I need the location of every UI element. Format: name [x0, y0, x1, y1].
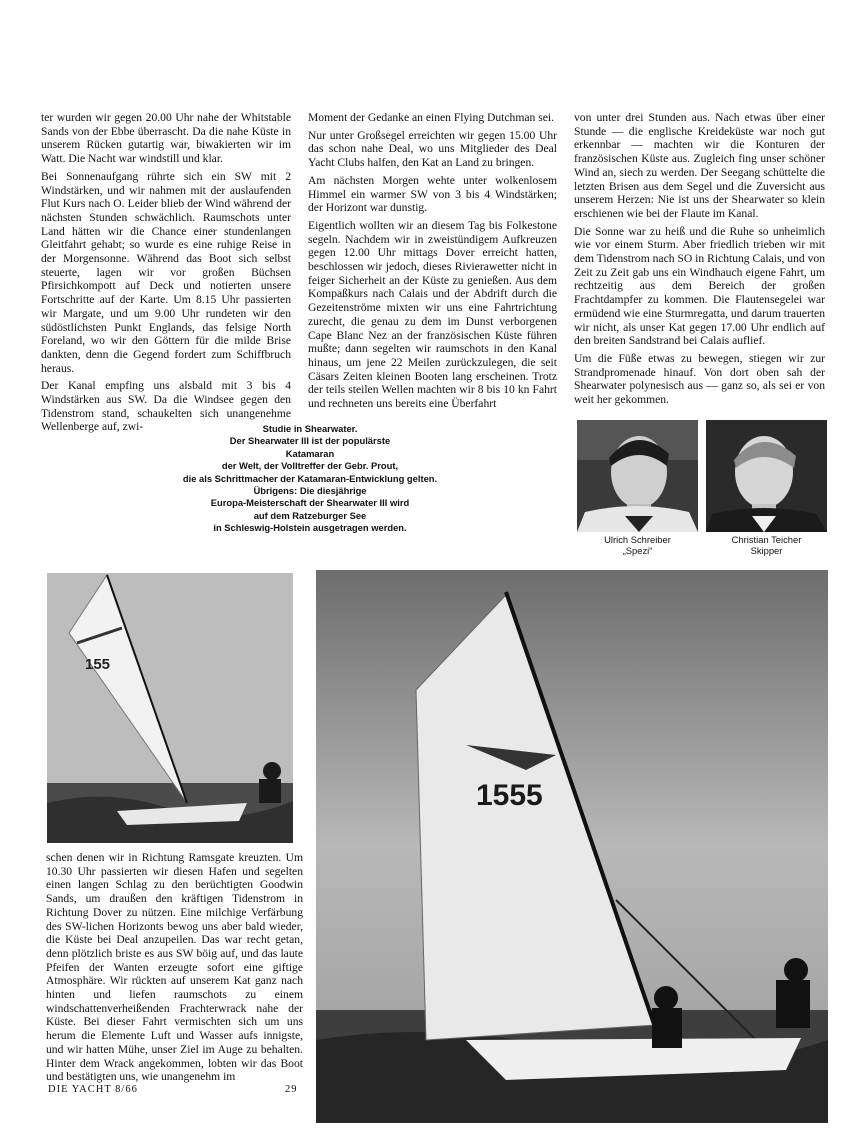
- paragraph: Eigentlich wollten wir an diesem Tag bis Folkestone segeln. Nachdem wir in zweistündigem Aufkreuzen gegen 12.00 Uhr mittags Dover erreicht hatten, beschlossen wir jedoch, dieses Rivierawetter nicht in feiger Sicherheit an der Küste zu genießen. Aus dem Kompaßkurs nach Calais und der Abdrift durch die Gezeitenströme mixten wir uns eine Fahrtrichtung zurecht, die genau zu dem im Dunst verborgenen Cape Blanc Nez an der französischen Küste führen mußte; dann segelten wir raumschots in den Kanal hinaus, um jene 22 Meilen zurückzulegen, die seit Cäsars Zeiten kleinen Booten lang erscheinen. Trotz der teils steilen Wellen machten wir 8 bis 10 kn Fahrt und rechneten uns bereits eine Überfahrt: [308, 218, 557, 411]
- portrait-photo-ulrich-schreiber: [577, 420, 698, 532]
- paragraph: Um die Füße etwas zu bewegen, stiegen wir zur Strandpromenade hinauf. Von dort oben sah der Shearwater polynesisch aus — ganz so, als sei er von weit her gekommen.: [574, 351, 825, 407]
- portrait-image: [577, 420, 698, 532]
- paragraph: schen denen wir in Richtung Ramsgate kreuzten. Um 10.30 Uhr passierten wir diesen Hafen und segelten einen langen Schlag zu den berüchtigten Goodwin Sands, um draußen den kräftigen Tidenstrom in Richtung Dover zu nützen. Eine milchige Verfärbung des SW-lichen Horizonts bewog uns aber bald wieder, die Küste bei Deal anzupeilen. Das war recht getan, denn plötzlich briste es aus SW böig auf, und das laute Pfeifen der Wanten erzeugte sofort eine giftige Atmosphäre. Wir rückten auf unserem Kat ganz nach hinten und liefen raumschots zu einem windschattenverheißenden Frachterwrack nahe der Küste. Bei dieser Fahrt vermischten sich um uns herum die Elemente Luft und Wasser aufs innigste, und wir hatten Mühe, unser Ziel im Auge zu behalten. Hinter dem Wrack angekommen, lobten wir das Boot und bestätigten uns, wie unangenehm im: [46, 851, 303, 1084]
- paragraph: ter wurden wir gegen 20.00 Uhr nahe der Whitstable Sands von der Ebbe überrascht. Da die nahe Küste in unserem Rücken gutartig war, biwakierten wir im Watt. Die Nacht war windstill und klar.: [41, 111, 291, 166]
- caption-line: auf dem Ratzeburger See: [253, 509, 367, 521]
- text-column-2: [308, 111, 557, 415]
- person-name: Christian Teicher: [731, 534, 802, 545]
- catamaran-image: [47, 573, 293, 843]
- catamaran-photo-small: [47, 573, 293, 843]
- caption-line: der Welt, der Volltreffer der Gebr. Prout,: [221, 460, 399, 472]
- photo-caption: [150, 423, 470, 535]
- paragraph: Moment der Gedanke an einen Flying Dutchman sei.: [308, 111, 554, 124]
- portrait-name-2: [706, 534, 827, 556]
- portrait-photo-christian-teicher: [706, 420, 827, 532]
- text-column-3: [574, 111, 825, 411]
- sail-number: 1555: [476, 779, 543, 812]
- caption-line: Der Shearwater III ist der populärste: [229, 435, 391, 447]
- text-column-1: [41, 111, 291, 438]
- text-column-4: [46, 851, 303, 1088]
- person-role: Skipper: [750, 545, 783, 557]
- page-number: 29: [285, 1084, 298, 1095]
- paragraph: von unter drei Stunden aus. Nach etwas über einer Stunde — die englische Kreideküste war noch gut erkennbar — machten wir die Konturen der französischen Küste aus. Zugleich fing unser schöner Wind an, siech zu werden. Der Seegang schüttelte die letzten Brisen aus dem Segel und die Zuversicht aus unserem Herzen: Nie ist uns der Shearwater so klein erschienen wie bei der Flaute im Kanal.: [574, 111, 825, 220]
- catamaran-image: [316, 570, 828, 1123]
- paragraph: Nur unter Großsegel erreichten wir gegen 15.00 Uhr das schon nahe Deal, wo uns Mitglieder des Deal Yacht Clubs halfen, den Kat an Land zu bringen.: [308, 128, 557, 170]
- caption-line: Europa-Meisterschaft der Shearwater III wird: [210, 497, 410, 509]
- caption-line: Übrigens: Die diesjährige: [253, 485, 367, 497]
- portrait-image: [706, 420, 827, 532]
- sail-number: 155: [85, 656, 111, 673]
- paragraph: Bei Sonnenaufgang rührte sich ein SW mit 2 Windstärken, und wir nahmen mit der auslaufenden Flut Kurs nach O. Leider blieb der Wind während der nächsten Stunden schwächlich. Raumschots unter Land hätten wir die Chance einer stundenlangen Gleitfahrt gehabt; so wurde es eine ruhige Reise in der Morgensonne. Während das Boot sich selbst steuerte, lagen wir vor großen Büchsen Pfirsichkompott auf Deck und notierten unsere Fortschritte auf der Karte. Um 8.15 Uhr passierten wir Margate, und um 9.00 Uhr rundeten wir den südöstlichsten Punkt Englands, das felsige North Foreland, wo wir den Göttern für die milde Brise dankten, denn die Gegend fordert zum Schiffbruch heraus.: [41, 169, 291, 375]
- caption-line: Studie in Shearwater.: [262, 423, 358, 434]
- catamaran-photo-large: [316, 570, 828, 1123]
- caption-line: Katamaran: [285, 447, 335, 459]
- paragraph: Die Sonne war zu heiß und die Ruhe so unheimlich wie vor einem Sturm. Aber friedlich trieben wir mit dem Tidenstrom nach SO in Richtung Calais, und von Zeit zu Zeit gab uns ein Windhauch eigene Fahrt, um rechtzeitig aus dem Bereich der großen Frachtdampfer zu kommen. Die Flautensegelei war ermüdend wie eine Sturmregatta, und darum trauerten wir nicht, als unser Kat gegen 17.00 Uhr endlich auf den breiten Sandstrand bei Calais auflief.: [574, 224, 825, 348]
- person-name: Ulrich Schreiber: [604, 534, 671, 545]
- person-role: „Spezi“: [622, 545, 653, 557]
- caption-line: in Schleswig-Holstein ausgetragen werden.: [213, 522, 407, 534]
- caption-line: die als Schrittmacher der Katamaran-Entwicklung gelten.: [182, 472, 438, 484]
- paragraph: Der Kanal empfing uns alsbald mit 3 bis 4 Windstärken aus SW. Da die Windsee gegen den Tidenstrom stand, schaukelten sich unangenehme Wellenberge auf, zwi-: [41, 379, 291, 434]
- portrait-name-1: [577, 534, 698, 556]
- paragraph: Am nächsten Morgen wehte unter wolkenlosem Himmel ein warmer SW von 3 bis 4 Windstärken; der Horizont war dunstig.: [308, 173, 557, 215]
- magazine-footer: DIE YACHT 8/66: [48, 1084, 138, 1095]
